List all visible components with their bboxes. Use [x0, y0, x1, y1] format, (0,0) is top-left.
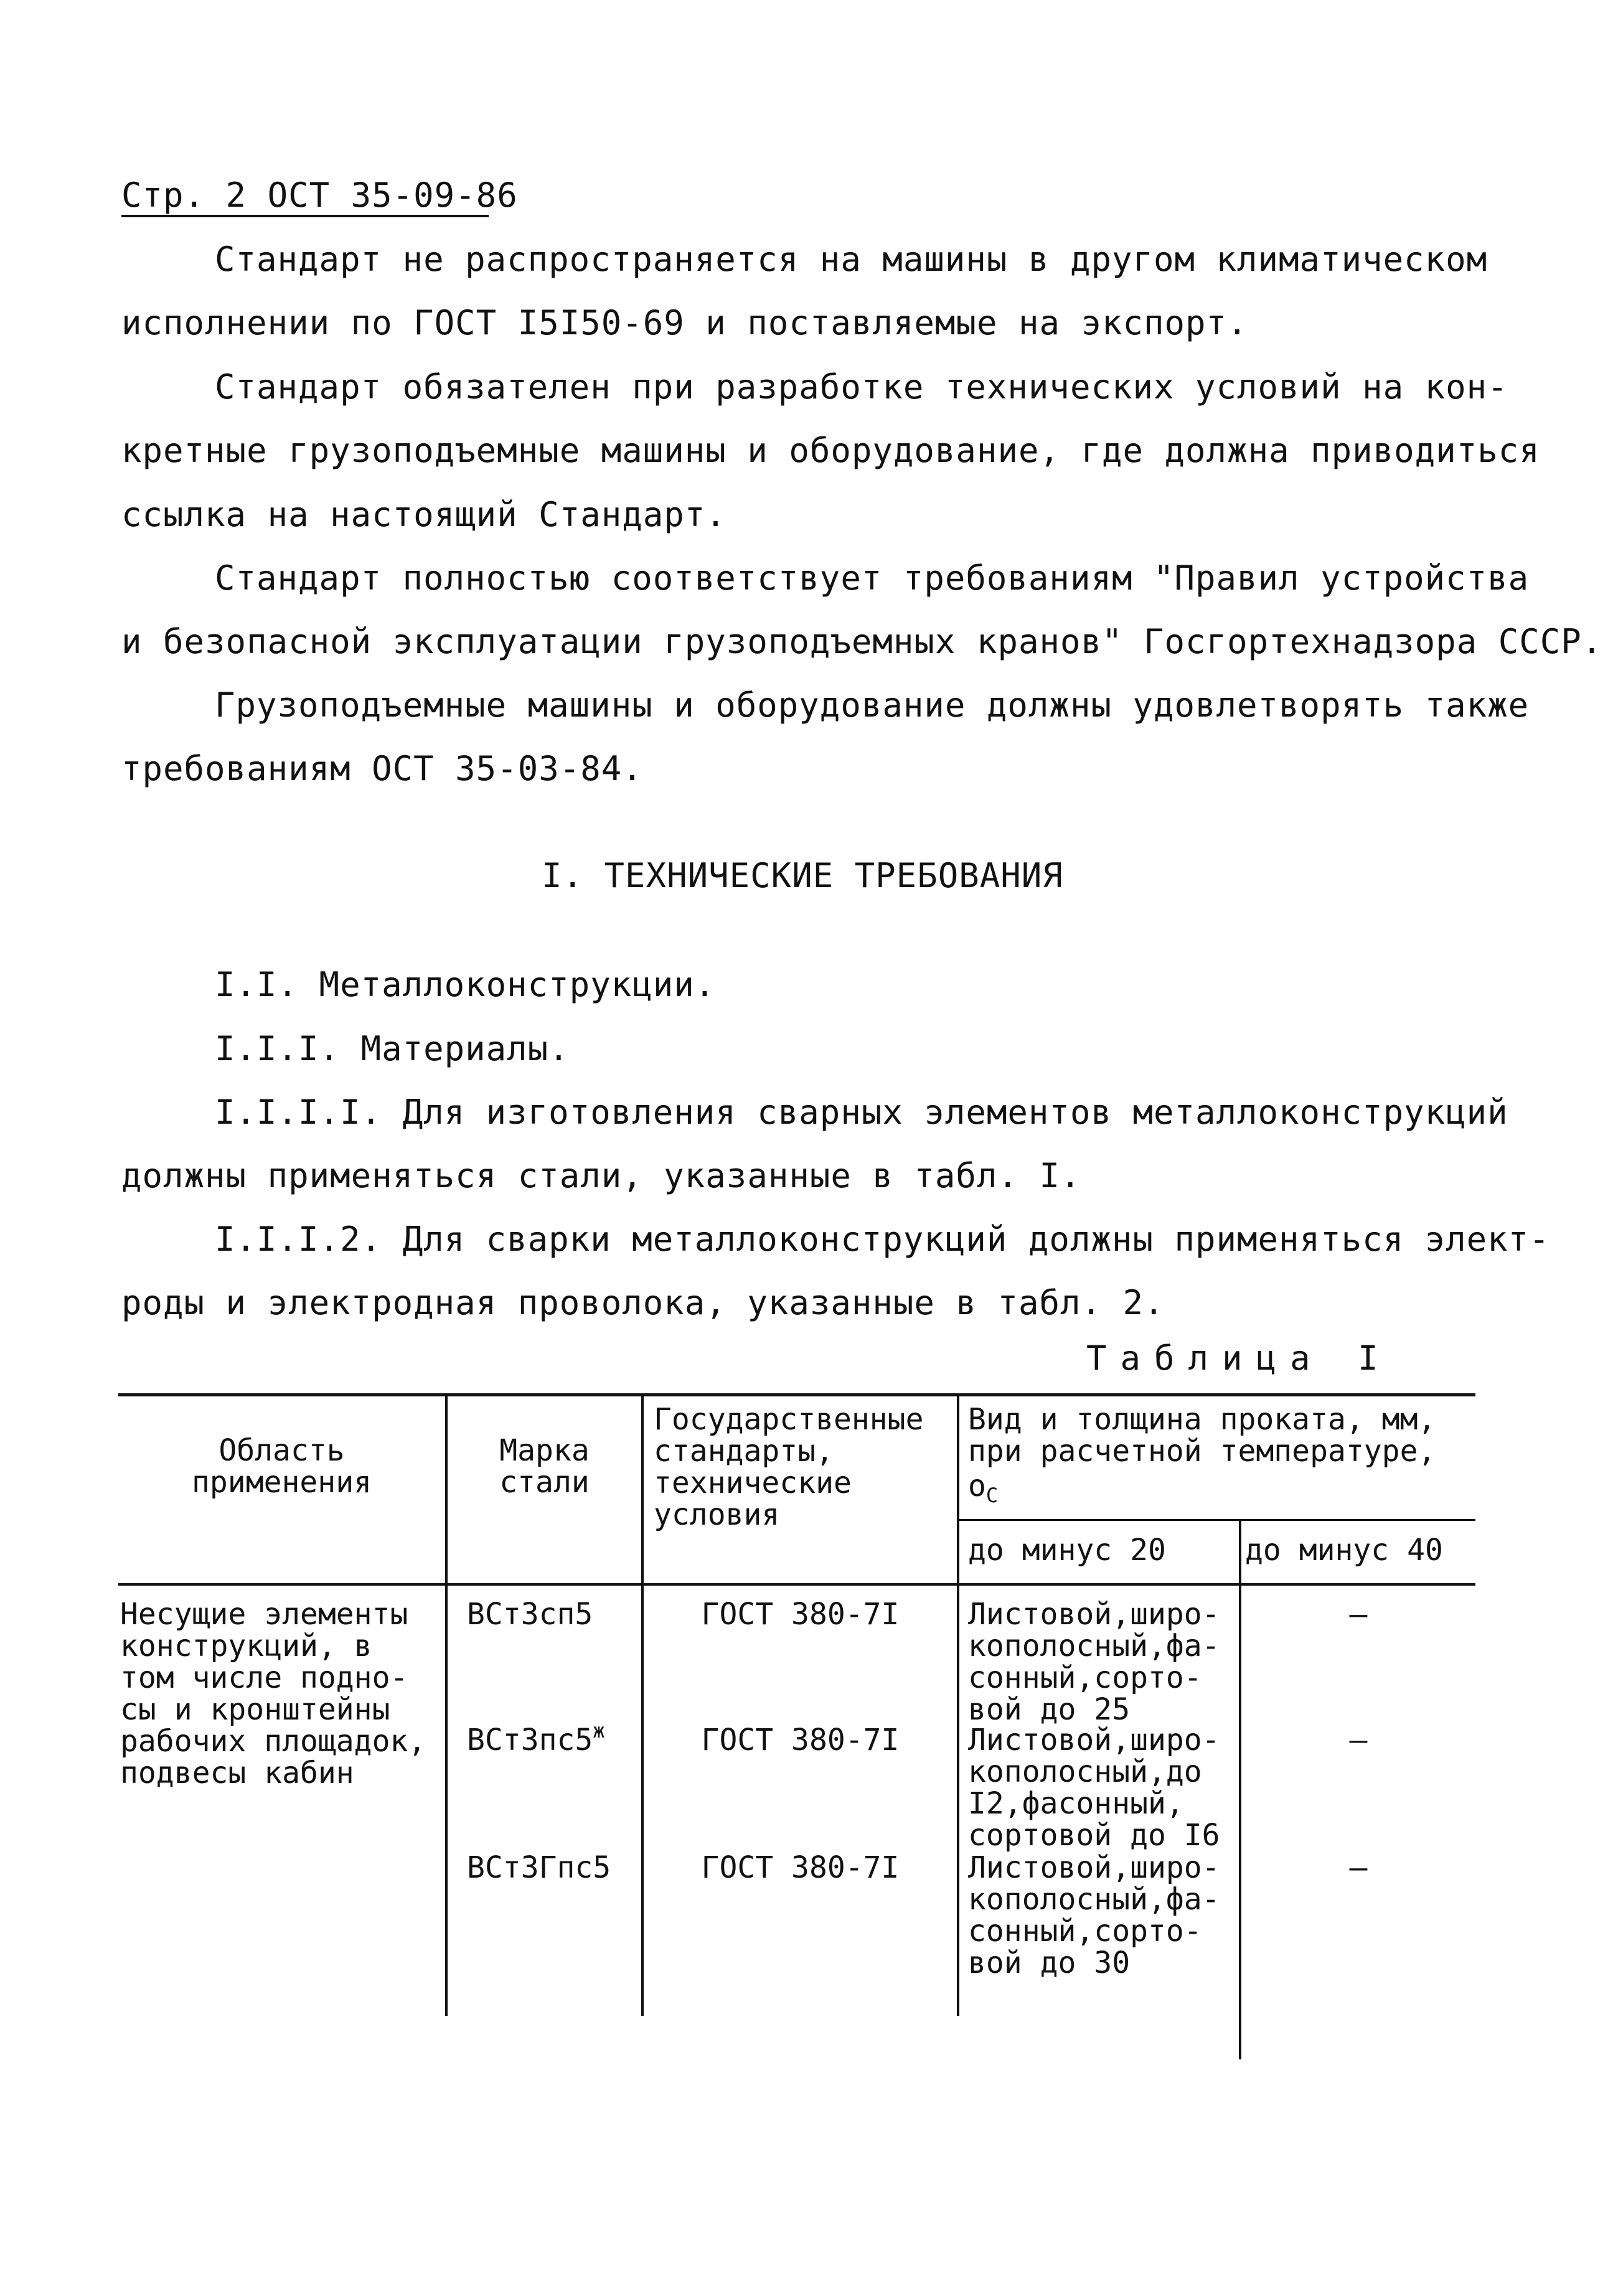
paragraph-line: и безопасной эксплуатации грузоподъемных кранов" Госгортехнадзора СССР. — [121, 622, 1603, 661]
grade-cell: ВСт3сп5 — [467, 1597, 593, 1632]
paragraph-line: Грузоподъемные машины и оборудование должны удовлетворять также — [215, 685, 1530, 725]
clause-line: должны применяться стали, указанные в табл. I. — [121, 1156, 1081, 1195]
page-header: Стр. 2 ОСТ 35-09-86 — [121, 176, 518, 215]
table-col-divider — [641, 1393, 644, 2016]
header-grade: Марка стали — [499, 1433, 590, 1500]
clause-line: роды и электродная проволока, указанные в табл. 2. — [121, 1283, 1165, 1322]
minus40-cell: — — [1349, 1723, 1368, 1757]
table-subheader-rule — [959, 1519, 1475, 1521]
header-minus40: до минус 40 — [1245, 1533, 1443, 1568]
header-underline — [121, 215, 489, 217]
clause-line: I.I.I.2. Для сварки металлоконструкций должны применяться элект- — [215, 1220, 1550, 1259]
section-title: I. ТЕХНИЧЕСКИЕ ТРЕБОВАНИЯ — [542, 856, 1063, 895]
table-top-rule — [118, 1393, 1475, 1396]
header-minus20: до минус 20 — [968, 1533, 1166, 1568]
header-unit: $о_С$ — [968, 1469, 999, 1507]
header-area: Область применения — [192, 1433, 372, 1500]
table-header-rule — [118, 1583, 1475, 1586]
clause-line: I.I.I. Материалы. — [215, 1029, 570, 1068]
table-col-divider — [957, 1393, 959, 2016]
paragraph-line: Стандарт обязателен при разработке технических условий на кон- — [215, 367, 1508, 407]
clause-line: I.I.I.I. Для изготовления сварных элементов металлоконструкций — [215, 1093, 1508, 1132]
minus20-cell: Листовой,широ- кополосный,до I2,фасонный, сортовой до I6 — [968, 1723, 1220, 1853]
paragraph-line: ссылка на настоящий Стандарт. — [121, 495, 727, 534]
clause-line: I.I. Металлоконструкции. — [215, 965, 716, 1004]
table-label: Таблица I — [1086, 1339, 1392, 1378]
minus40-cell: — — [1349, 1597, 1368, 1632]
standard-cell: ГОСТ 380-7I — [701, 1723, 900, 1757]
standard-cell: ГОСТ 380-7I — [701, 1597, 900, 1632]
header-standards: Государственные стандарты, технические условия — [654, 1402, 924, 1532]
paragraph-line: кретные грузоподъемные машины и оборудование, где должна приводиться — [121, 431, 1540, 470]
minus20-cell: Листовой,широ- кополосный,фа- сонный,сорто- вой до 25 — [968, 1597, 1220, 1727]
grade-cell: $ВСт3пс5^ж$ — [467, 1719, 605, 1757]
paragraph-line: Стандарт полностью соответствует требованиям "Правил устройства — [215, 558, 1530, 598]
minus20-cell: Листовой,широ- кополосный,фа- сонный,сорто- вой до 30 — [968, 1850, 1220, 1980]
paragraph-line: Стандарт не распространяется на машины в другом климатическом — [215, 240, 1488, 279]
area-cell: Несущие элементы конструкций, в том числе подно- сы и кронштейны рабочих площадок, подвесы кабин — [120, 1597, 426, 1790]
paragraph-line: требованиям ОСТ 35-03-84. — [121, 749, 643, 788]
grade-cell: ВСт3Гпс5 — [467, 1850, 611, 1885]
standard-cell: ГОСТ 380-7I — [701, 1850, 900, 1885]
minus40-cell: — — [1349, 1850, 1368, 1885]
paragraph-line: исполнении по ГОСТ I5I50-69 и поставляемые на экспорт. — [121, 303, 1248, 342]
header-rolled: Вид и толщина проката, мм, при расчетной температуре, — [968, 1402, 1436, 1469]
